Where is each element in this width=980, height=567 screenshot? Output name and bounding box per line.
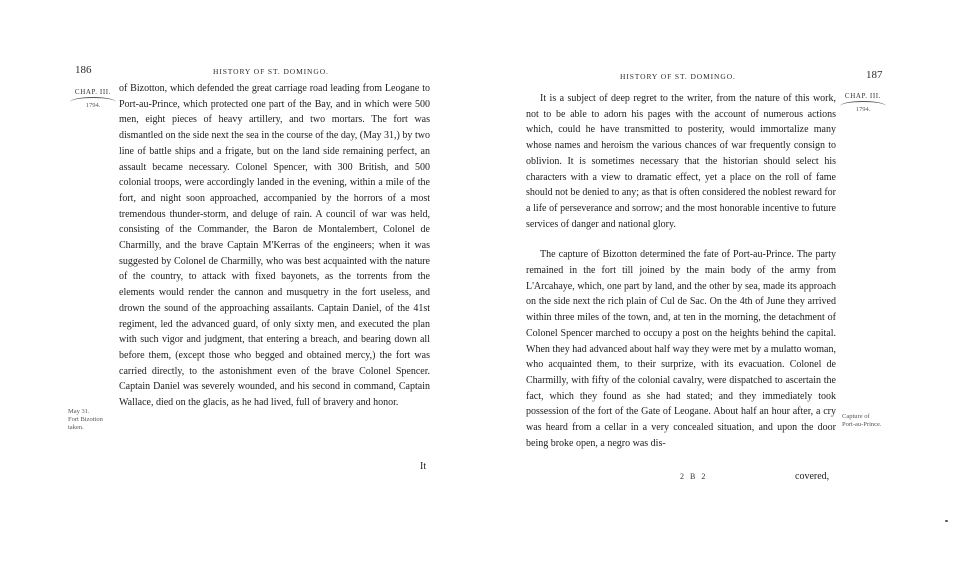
chapter-label: CHAP. III. <box>74 88 112 96</box>
catchword: It <box>420 461 427 472</box>
body-paragraph: of Bizotton, which defended the great carriage road leading from Leogane to Port-au-Prince, which protected one part of the Bay, and in which were 500 men, eight pieces of heavy artillery, and two mortars. The fort was dismantled on the side next the sea in the course of the day, (May 31,) by two line of battle ships and a frigate, but on the land side remaining perfect, an assault became necessary. Colonel Spencer, with 300 British, and 500 colonial troops, were accordingly landed in the evening, within a mile of the fort, and night soon approached, accompanied by the horrors of a most tremendous thunder-storm, and deluge of rain. A council of war was held, consisting of the Commander, the Baron de Montalembert, Colonel de Charmilly, and the brave Captain M'Kerras of the engineers; when it was suggested by Colonel de Charmilly, who was best acquainted with the nature of the country, to attack with fixed bayonets, as the torrents from the elements would render the cannon and musquetry in the fort useless, and drown the sound of the approaching assailants. Captain Daniel, of the 41st regiment, led the advanced guard, of only sixty men, and executed the plan with such vigor and judgment, that entering a breach, and bearing down all before them, (except those who begged and obtained mercy,) the fort was carried directly, to the astonishment even of the brave Colonel Spencer. Captain Daniel was severely wounded, and his second in command, Captain Wallace, died on the glacis, as he had lived, full of bravery and honor. <box>119 83 430 409</box>
catchword: covered, <box>795 471 830 482</box>
margin-caption: Fort Bizotton taken. <box>68 416 103 431</box>
body-paragraph-1: It is a subject of deep regret to the writer, from the nature of this work, not to be able to adorn his pages with the account of numerous actions which, could he have transmitted to posterity, would immortalize many whose names and heroism the various chances of war frequently consign to oblivion. It is sometimes necessary that the historian should select his characters with a view to dramatic effect, yet a place on the roll of fame should not be denied to any; as that is often considered the noblest reward for a life of perseverance and sorrow; and the most honorable incentive to future services of danger and national glory. <box>526 93 836 230</box>
margin-chapter-note <box>70 88 116 110</box>
margin-date: May 31. <box>68 408 90 415</box>
right-page <box>490 0 980 567</box>
running-head: HISTORY OF ST. DOMINGO. <box>620 72 736 81</box>
page-number: 186 <box>75 64 92 76</box>
body-text <box>119 81 430 411</box>
margin-year: 1794. <box>855 106 871 113</box>
margin-chapter-note <box>840 92 886 114</box>
body-text <box>526 91 836 451</box>
chapter-label: CHAP. III. <box>844 92 882 100</box>
running-head: HISTORY OF ST. DOMINGO. <box>213 67 329 76</box>
scan-speck <box>945 520 948 522</box>
page-number: 187 <box>866 69 883 81</box>
margin-note <box>68 408 114 432</box>
margin-year: 1794. <box>85 102 101 109</box>
signature-mark: 2 B 2 <box>680 472 708 481</box>
margin-note: Capture of Port-au-Prince. <box>842 413 882 428</box>
body-paragraph-2: The capture of Bizotton determined the fate of Port-au-Prince. The party remained in the fort till joined by the main body of the army from L'Arcahaye, which, one part by land, and the other by sea, made its approach on the side next the rich plain of Cul de Sac. On the 4th of June they arrived within three miles of the town, and, at ten in the morning, the detachment of Colonel Spencer marched to occupy a post on the heights behind the capital. When they had advanced about half way they were met by a mulatto woman, who acquainted them, to their surprize, with its evacuation. Colonel de Charmilly, with fifty of the colonial cavalry, were dispatched to ascertain the fact, which they found as she had stated; and they immediately took possession of the fort of the Gate of Leogane. About half an hour after, a cry was heard from a cellar in a very concealed situation, and upon the door being broke open, a negro was dis- <box>526 249 836 449</box>
